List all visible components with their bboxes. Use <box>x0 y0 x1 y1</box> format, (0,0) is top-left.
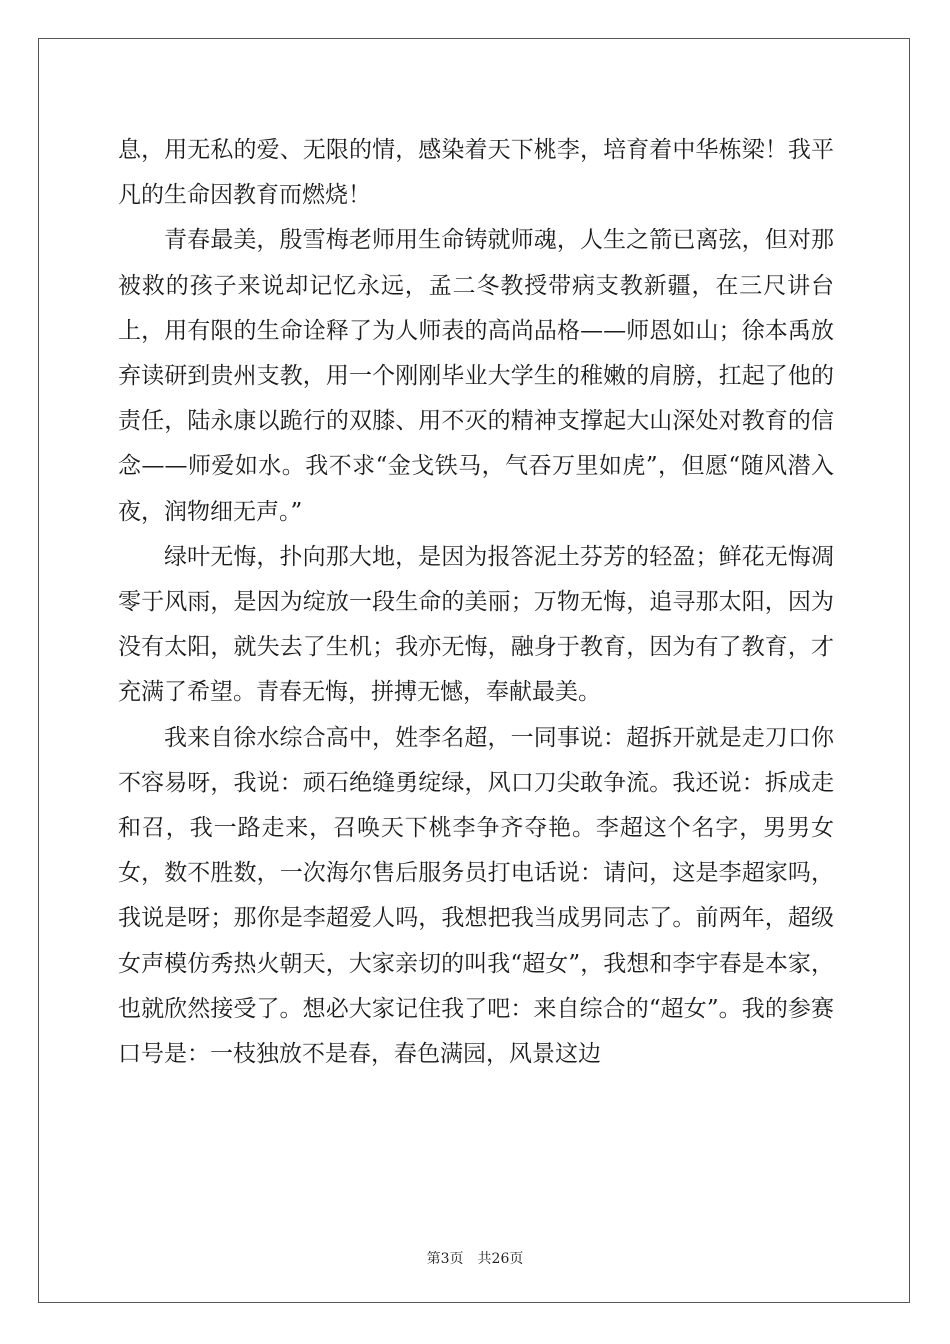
paragraph-2: 青春最美，殷雪梅老师用生命铸就师魂，人生之箭已离弦，但对那被救的孩子来说却记忆永远，孟二冬教授带病支教新疆，在三尺讲台上，用有限的生命诠释了为人师表的高尚品格——师恩如山；徐本禹放弃读研到贵州支教，用一个刚刚毕业大学生的稚嫩的肩膀，扛起了他的责任，陆永康以跪行的双膝、用不灭的精神支撑起大山深处对教育的信念——师爱如水。我不求“金戈铁马，气吞万里如虎”，但愿“随风潜入夜，润物细无声。” <box>118 227 834 525</box>
page-total: 共26页 <box>477 1251 524 1267</box>
paragraph-3: 绿叶无悔，扑向那大地，是因为报答泥土芬芳的轻盈；鲜花无悔凋零于风雨，是因为绽放一段生命的美丽；万物无悔，追寻那太阳，因为没有太阳，就失去了生机；我亦无悔，融身于教育，因为有了教育，才充满了希望。青春无悔，拼搏无憾，奉献最美。 <box>118 543 834 706</box>
page-footer <box>0 1248 950 1268</box>
paragraph-1: 息，用无私的爱、无限的情，感染着天下桃李，培育着中华栋梁！我平凡的生命因教育而燃烧！ <box>118 137 834 209</box>
document-body <box>118 128 834 1077</box>
paragraph-4: 我来自徐水综合高中，姓李名超，一同事说：超拆开就是走刀口你不容易呀，我说：顽石绝缝勇绽绿，风口刀尖敢争流。我还说：拆成走和召，我一路走来，召唤天下桃李争齐夺艳。李超这个名字，男男女女，数不胜数，一次海尔售后服务员打电话说：请问，这是李超家吗，我说是呀；那你是李超爱人吗，我想把我当成男同志了。前两年，超级女声模仿秀热火朝天，大家亲切的叫我“超女”，我想和李宇春是本家，也就欣然接受了。想必大家记住我了吧：来自综合的“超女”。我的参赛口号是：一枝独放不是春，春色满园，风景这边 <box>118 724 834 1068</box>
page-number: 第3页 <box>426 1251 464 1267</box>
